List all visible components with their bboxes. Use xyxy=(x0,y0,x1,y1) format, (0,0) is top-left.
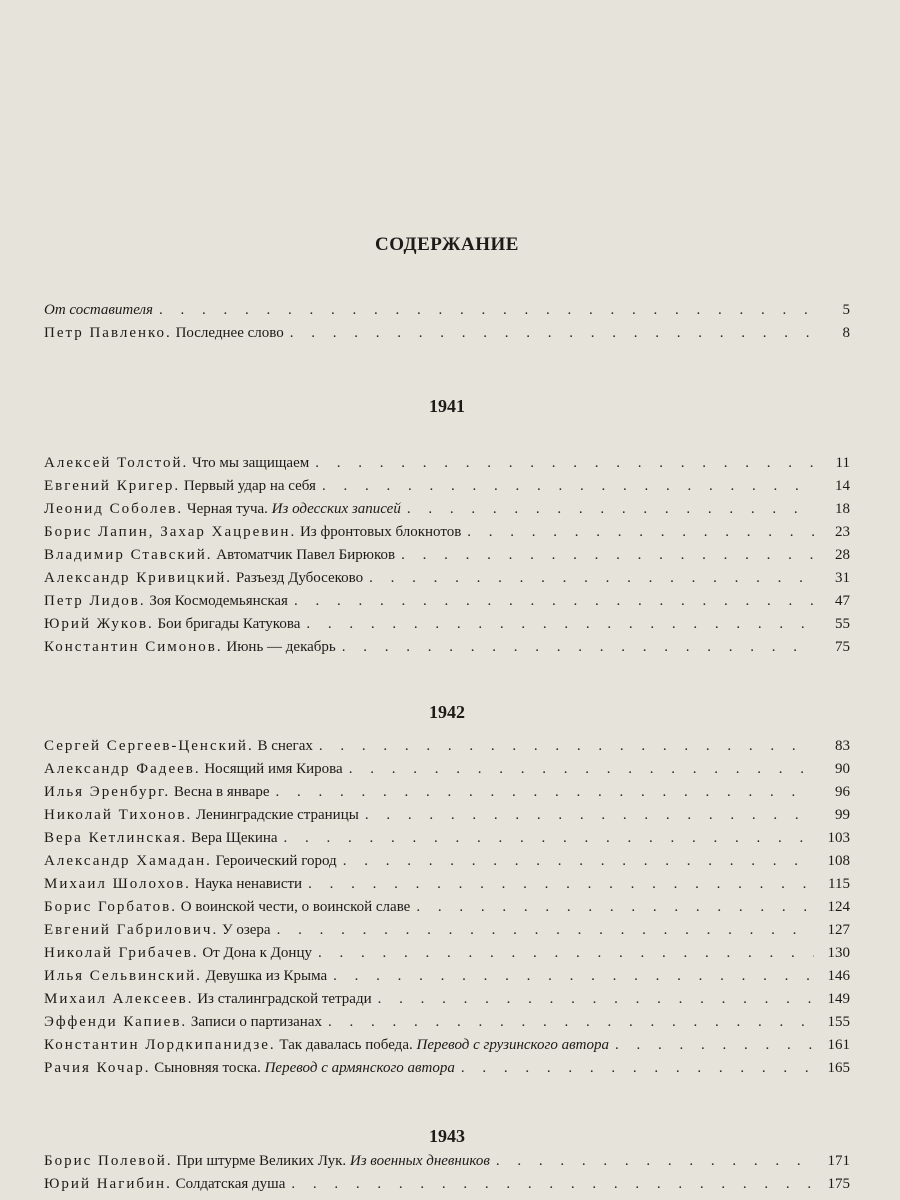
entry-author: Борис Полевой. xyxy=(44,1153,173,1169)
toc-entry xyxy=(44,876,850,899)
dot-leader xyxy=(308,876,814,893)
page-number: 155 xyxy=(827,1014,850,1030)
entry-title: Записи о партизанах xyxy=(190,1014,322,1030)
entry-text xyxy=(44,616,300,633)
entry-title: В снегах xyxy=(257,738,313,754)
entry-title: Носящий имя Кирова xyxy=(204,761,343,777)
entry-text xyxy=(44,922,271,939)
entry-author: Александр Фадеев. xyxy=(44,761,201,777)
entry-text xyxy=(44,1153,490,1170)
entry-title: От Дона к Донцу xyxy=(202,945,312,961)
toc-entry xyxy=(44,1037,850,1060)
page-number: 14 xyxy=(835,478,850,494)
entry-author: Илья Эренбург. xyxy=(44,784,171,800)
entry-text xyxy=(44,899,410,916)
entry-author: Александр Хамадан. xyxy=(44,853,212,869)
dot-leader xyxy=(349,761,814,778)
toc-entry xyxy=(44,1176,850,1199)
page-title: СОДЕРЖАНИЕ xyxy=(375,234,519,255)
dot-leader xyxy=(294,593,814,610)
entry-title: От составителя xyxy=(44,302,154,318)
entry-author: Алексей Толстой. xyxy=(44,455,189,471)
entry-author: Евгений Габрилович. xyxy=(44,922,219,938)
entry-title: Из сталинградской тетради xyxy=(197,991,372,1007)
entry-text xyxy=(44,1176,285,1193)
page-number: 28 xyxy=(835,547,850,563)
dot-leader xyxy=(407,501,814,518)
entry-title: Героический город xyxy=(215,853,337,869)
entry-title: О воинской чести, о воинской славе xyxy=(180,899,411,915)
entry-title: Автоматчик Павел Бирюков xyxy=(216,547,396,563)
page-number: 8 xyxy=(842,325,850,341)
toc-entry xyxy=(44,639,850,662)
dot-leader xyxy=(342,639,814,656)
contents-page xyxy=(44,0,850,1200)
entry-text xyxy=(44,302,153,319)
toc-entry xyxy=(44,325,850,348)
toc-entry xyxy=(44,830,850,853)
toc-entry xyxy=(44,524,850,547)
entry-title: Так давалась победа. xyxy=(279,1037,413,1053)
page-number: 90 xyxy=(835,761,850,777)
toc-entry xyxy=(44,945,850,968)
page-number: 31 xyxy=(835,570,850,586)
dot-leader xyxy=(467,524,814,541)
entry-author: Рачия Кочар. xyxy=(44,1060,151,1076)
toc-entry xyxy=(44,761,850,784)
page-number: 96 xyxy=(835,784,850,800)
toc-entry xyxy=(44,899,850,922)
dot-leader xyxy=(401,547,814,564)
entry-author: Борис Лапин, Захар Хацревин. xyxy=(44,524,297,540)
entry-author: Владимир Ставский. xyxy=(44,547,213,563)
entry-author: Евгений Кригер. xyxy=(44,478,181,494)
entry-text xyxy=(44,991,372,1008)
entry-title: Черная туча. xyxy=(186,501,268,517)
page-number: 23 xyxy=(835,524,850,540)
page-number: 5 xyxy=(842,302,850,318)
toc-entry xyxy=(44,968,850,991)
entry-title: Первый удар на себя xyxy=(183,478,316,494)
entry-title: Из фронтовых блокнотов xyxy=(299,524,462,540)
entry-title: Девушка из Крыма xyxy=(205,968,328,984)
toc-entry xyxy=(44,991,850,1014)
entry-author: Константин Лордкипанидзе. xyxy=(44,1037,276,1053)
entry-subtitle: Перевод с грузинского автора xyxy=(416,1037,609,1053)
entry-title: При штурме Великих Лук. xyxy=(176,1153,347,1169)
entry-text xyxy=(44,524,461,541)
dot-leader xyxy=(461,1060,814,1077)
entry-subtitle: Из военных дневников xyxy=(349,1153,490,1169)
entry-text xyxy=(44,1037,609,1054)
entry-author: Юрий Жуков. xyxy=(44,616,154,632)
page-number: 11 xyxy=(835,455,850,471)
entry-text xyxy=(44,761,343,778)
page-number: 83 xyxy=(835,738,850,754)
toc-entry xyxy=(44,738,850,761)
entry-text xyxy=(44,478,316,495)
toc-entry xyxy=(44,1060,850,1083)
toc-entry xyxy=(44,1014,850,1037)
dot-leader xyxy=(343,853,814,870)
entry-title: Что мы защищаем xyxy=(192,455,310,471)
page-number: 127 xyxy=(827,922,850,938)
toc-entry xyxy=(44,593,850,616)
page-number: 175 xyxy=(827,1176,850,1192)
entry-author: Вера Кетлинская. xyxy=(44,830,188,846)
dot-leader xyxy=(322,478,814,495)
toc-entry xyxy=(44,302,850,325)
page-number: 124 xyxy=(827,899,850,915)
dot-leader xyxy=(315,455,814,472)
toc-entry xyxy=(44,570,850,593)
entry-text xyxy=(44,325,284,342)
entry-author: Сергей Сергеев-Ценский. xyxy=(44,738,254,754)
toc-entry xyxy=(44,807,850,830)
entry-text xyxy=(44,1014,322,1031)
page-number: 161 xyxy=(827,1037,850,1053)
page-number: 47 xyxy=(835,593,850,609)
entry-text xyxy=(44,593,288,610)
section-1941-entries xyxy=(44,455,850,662)
toc-entry xyxy=(44,455,850,478)
entry-title: Последнее слово xyxy=(175,325,284,341)
entry-title: Сыновняя тоска. xyxy=(154,1060,261,1076)
entry-author: Константин Симонов. xyxy=(44,639,223,655)
page-number: 18 xyxy=(835,501,850,517)
dot-leader xyxy=(615,1037,814,1054)
entry-text xyxy=(44,738,313,755)
entry-subtitle: Перевод с армянского автора xyxy=(264,1060,455,1076)
dot-leader xyxy=(365,807,814,824)
entry-author: Николай Тихонов. xyxy=(44,807,193,823)
page-number: 55 xyxy=(835,616,850,632)
dot-leader xyxy=(159,302,814,319)
entry-author: Александр Кривицкий. xyxy=(44,570,233,586)
entry-title: Бои бригады Катукова xyxy=(157,616,301,632)
section-1942-entries xyxy=(44,738,850,1083)
entry-title: Июнь — декабрь xyxy=(226,639,336,655)
entry-author: Петр Павленко. xyxy=(44,325,172,341)
entry-text xyxy=(44,945,312,962)
dot-leader xyxy=(369,570,814,587)
entry-title: Солдатская душа xyxy=(175,1176,286,1192)
toc-entry xyxy=(44,616,850,639)
page-number: 130 xyxy=(827,945,850,961)
entry-author: Николай Грибачев. xyxy=(44,945,199,961)
dot-leader xyxy=(319,738,814,755)
year-heading-1941: 1941 xyxy=(429,396,465,416)
entry-author: Михаил Шолохов. xyxy=(44,876,191,892)
intro-entries xyxy=(44,302,850,348)
dot-leader xyxy=(378,991,814,1008)
entry-text xyxy=(44,501,401,518)
dot-leader xyxy=(284,830,814,847)
year-heading-1943: 1943 xyxy=(429,1126,465,1146)
toc-entry xyxy=(44,478,850,501)
entry-author: Леонид Соболев. xyxy=(44,501,184,517)
page-number: 165 xyxy=(827,1060,850,1076)
toc-entry xyxy=(44,547,850,570)
page-number: 149 xyxy=(827,991,850,1007)
entry-text xyxy=(44,853,337,870)
dot-leader xyxy=(306,616,814,633)
dot-leader xyxy=(333,968,814,985)
page-number: 146 xyxy=(827,968,850,984)
entry-title: Зоя Космодемьянская xyxy=(149,593,288,609)
dot-leader xyxy=(496,1153,814,1170)
dot-leader xyxy=(277,922,814,939)
entry-text xyxy=(44,968,327,985)
page-number: 99 xyxy=(835,807,850,823)
entry-subtitle: Из одесских записей xyxy=(271,501,401,517)
entry-text xyxy=(44,570,363,587)
dot-leader xyxy=(318,945,814,962)
toc-entry xyxy=(44,1153,850,1176)
dot-leader xyxy=(416,899,814,916)
entry-text xyxy=(44,876,302,893)
entry-title: Разъезд Дубосеково xyxy=(235,570,364,586)
entry-title: Ленинградские страницы xyxy=(195,807,359,823)
entry-author: Эффенди Капиев. xyxy=(44,1014,188,1030)
toc-entry xyxy=(44,501,850,524)
toc-entry xyxy=(44,784,850,807)
page-number: 103 xyxy=(827,830,850,846)
entry-text xyxy=(44,830,278,847)
entry-text xyxy=(44,807,359,824)
year-heading-1942: 1942 xyxy=(429,702,465,722)
entry-title: Весна в январе xyxy=(173,784,270,800)
page-number: 75 xyxy=(835,639,850,655)
entry-text xyxy=(44,784,270,801)
dot-leader xyxy=(290,325,814,342)
entry-text xyxy=(44,639,336,656)
entry-title: Вера Щекина xyxy=(191,830,278,846)
entry-text xyxy=(44,455,309,472)
entry-author: Юрий Нагибин. xyxy=(44,1176,172,1192)
entry-text xyxy=(44,1060,455,1077)
entry-author: Илья Сельвинский. xyxy=(44,968,202,984)
entry-author: Борис Горбатов. xyxy=(44,899,177,915)
entry-title: У озера xyxy=(221,922,271,938)
toc-entry xyxy=(44,922,850,945)
entry-author: Михаил Алексеев. xyxy=(44,991,194,1007)
page-number: 108 xyxy=(827,853,850,869)
entry-text xyxy=(44,547,395,564)
dot-leader xyxy=(291,1176,814,1193)
page-number: 115 xyxy=(828,876,850,892)
section-1943-entries xyxy=(44,1153,850,1199)
dot-leader xyxy=(328,1014,814,1031)
dot-leader xyxy=(276,784,814,801)
entry-author: Петр Лидов. xyxy=(44,593,146,609)
entry-title: Наука ненависти xyxy=(194,876,303,892)
page-number: 171 xyxy=(827,1153,850,1169)
toc-entry xyxy=(44,853,850,876)
